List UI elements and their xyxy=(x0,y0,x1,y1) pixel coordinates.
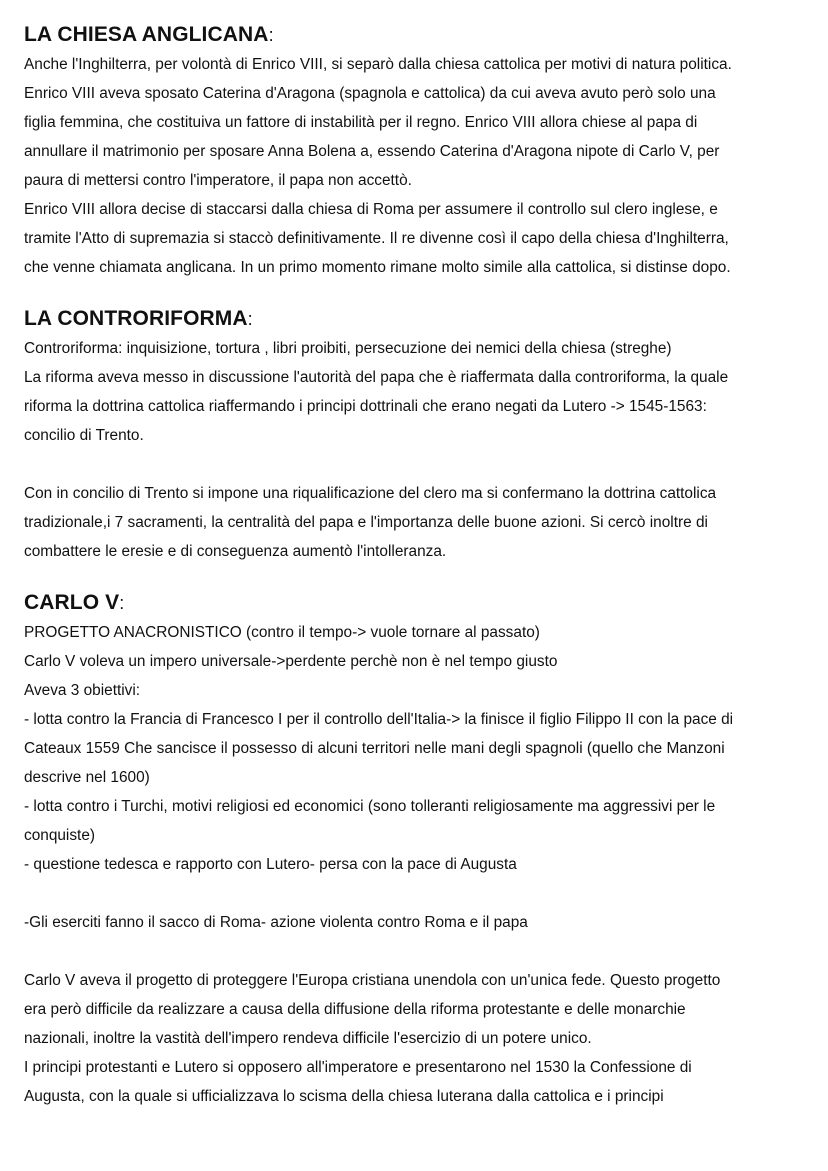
text-line: paura di mettersi contro l'imperatore, il papa non accettò. xyxy=(24,172,412,189)
text-line: La riforma aveva messo in discussione l'autorità del papa che è riaffermata dalla controriforma, la quale xyxy=(24,369,729,386)
text-line: - questione tedesca e rapporto con Lutero- persa con la pace di Augusta xyxy=(24,856,517,873)
section-title-anglicana: LA CHIESA ANGLICANA: xyxy=(24,23,274,46)
text-line: che venne chiamata anglicana. In un primo momento rimane molto simile alla cattolica, si distinse dopo. xyxy=(24,259,731,276)
section-title-controriforma: LA CONTRORIFORMA: xyxy=(24,307,253,330)
text-line: Anche l'Inghilterra, per volontà di Enrico VIII, si separò dalla chiesa cattolica per motivi di natura politica. xyxy=(24,56,732,73)
text-line: concilio di Trento. xyxy=(24,427,144,444)
paragraph-concilio-trento xyxy=(24,479,814,566)
text-line: tramite l'Atto di supremazia si staccò definitivamente. Il re divenne così il capo della chiesa d'Inghilterra, xyxy=(24,230,729,247)
paragraph-sacco-di-roma xyxy=(24,908,814,937)
text-line: - lotta contro i Turchi, motivi religiosi ed economici (sono tolleranti religiosamente ma aggressivi per le xyxy=(24,798,716,815)
text-line: Carlo V voleva un impero universale->perdente perchè non è nel tempo giusto xyxy=(24,653,558,670)
text-line: Augusta, con la quale si ufficializzava lo scisma della chiesa luterana dalla cattolica e i principi xyxy=(24,1088,664,1105)
document-page xyxy=(24,20,814,1111)
text-line: Carlo V aveva il progetto di proteggere l'Europa cristiana unendola con un'unica fede. Questo progetto xyxy=(24,972,721,989)
text-line: Controriforma: inquisizione, tortura , libri proibiti, persecuzione dei nemici della chiesa (streghe) xyxy=(24,340,672,357)
paragraph-anglicana xyxy=(24,50,814,282)
text-line: combattere le eresie e di conseguenza aumentò l'intolleranza. xyxy=(24,543,447,560)
text-line: Cateaux 1559 Che sancisce il possesso di alcuni territori nelle mani degli spagnoli (quello che Manzoni xyxy=(24,740,725,757)
text-line: Aveva 3 obiettivi: xyxy=(24,682,141,699)
text-line: Enrico VIII allora decise di staccarsi dalla chiesa di Roma per assumere il controllo sul clero inglese, e xyxy=(24,201,718,218)
text-line: era però difficile da realizzare a causa della diffusione della riforma protestante e delle monarchie xyxy=(24,1001,686,1018)
text-line: Con in concilio di Trento si impone una riqualificazione del clero ma si confermano la dottrina cattolica xyxy=(24,485,717,502)
text-line: conquiste) xyxy=(24,827,96,844)
text-line: - lotta contro la Francia di Francesco I per il controllo dell'Italia-> la finisce il figlio Filippo II con la pace di xyxy=(24,711,734,728)
section-title-carlo-v: CARLO V: xyxy=(24,591,125,614)
paragraph-carlo-obiettivi xyxy=(24,618,814,879)
text-line: annullare il matrimonio per sposare Anna Bolena a, essendo Caterina d'Aragona nipote di Carlo V, per xyxy=(24,143,720,160)
text-line: riforma la dottrina cattolica riaffermando i principi dottrinali che erano negati da Lutero -> 1545-1563: xyxy=(24,398,707,415)
text-line: figlia femmina, che costituiva un fattore di instabilità per il regno. Enrico VIII allora chiese al papa di xyxy=(24,114,698,131)
text-line: I principi protestanti e Lutero si opposero all'imperatore e presentarono nel 1530 la Confessione di xyxy=(24,1059,692,1076)
paragraph-controriforma-intro xyxy=(24,334,814,450)
text-line: PROGETTO ANACRONISTICO (contro il tempo-> vuole tornare al passato) xyxy=(24,624,540,641)
text-line: tradizionale,i 7 sacramenti, la centralità del papa e l'importanza delle buone azioni. Si cercò inoltre di xyxy=(24,514,708,531)
text-line: Enrico VIII aveva sposato Caterina d'Aragona (spagnola e cattolica) da cui aveva avuto però solo una xyxy=(24,85,716,102)
text-line: nazionali, inoltre la vastità dell'impero rendeva difficile l'esercizio di un potere unico. xyxy=(24,1030,592,1047)
paragraph-carlo-progetto xyxy=(24,966,814,1111)
text-line: -Gli eserciti fanno il sacco di Roma- azione violenta contro Roma e il papa xyxy=(24,914,528,931)
text-line: descrive nel 1600) xyxy=(24,769,150,786)
